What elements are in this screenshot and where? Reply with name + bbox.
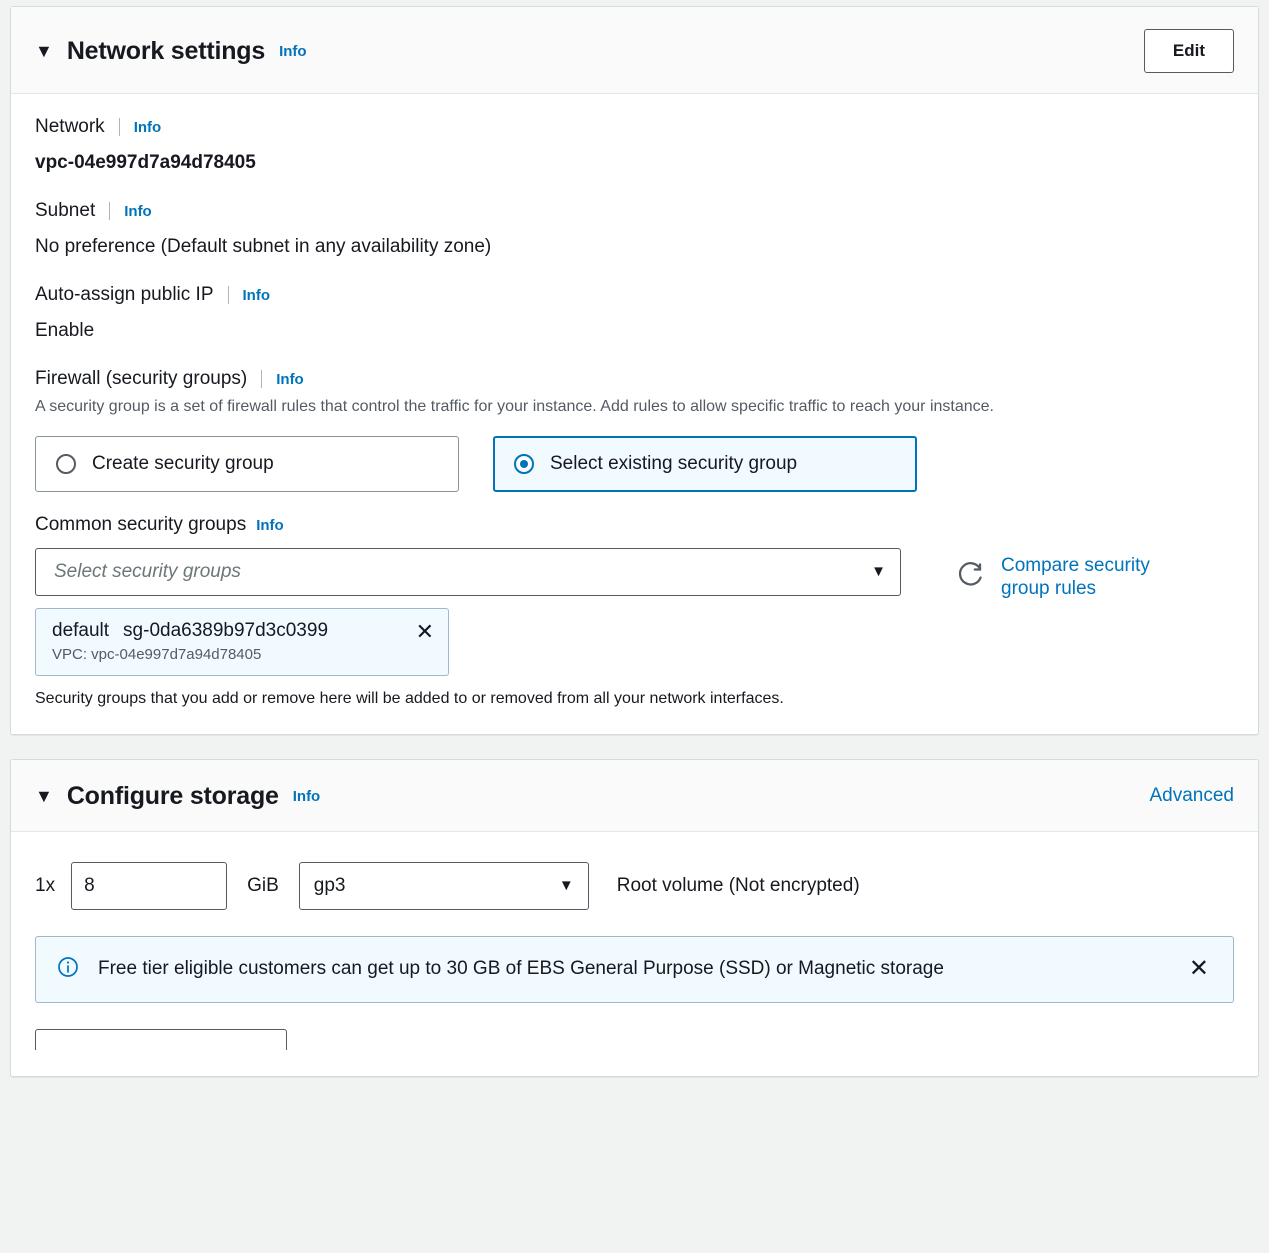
collapse-caret-icon[interactable]: ▼ <box>35 41 53 61</box>
divider <box>119 118 120 136</box>
subnet-label-row <box>35 200 1234 222</box>
security-groups-select-placeholder: Select security groups <box>54 560 241 582</box>
divider <box>228 286 229 304</box>
subnet-value: No preference (Default subnet in any availability zone) <box>35 236 492 257</box>
network-label: Network <box>35 116 105 137</box>
volume-size-input[interactable] <box>71 862 227 910</box>
firewall-info-link[interactable]: Info <box>276 370 304 388</box>
radio-create-security-group-label: Create security group <box>92 452 274 474</box>
auto-assign-ip-value: Enable <box>35 320 95 341</box>
network-settings-header <box>11 7 1258 94</box>
volume-type-select[interactable] <box>299 862 589 910</box>
divider <box>261 370 262 388</box>
free-tier-alert <box>35 936 1234 1003</box>
firewall-description: A security group is a set of firewall rules that control the traffic for your instance. Add rules to allow specific traffic to reach your instance. <box>35 398 994 415</box>
page-title: Network settings <box>66 36 266 65</box>
subnet-label: Subnet <box>35 200 96 221</box>
network-settings-info-link[interactable]: Info <box>279 42 307 60</box>
radio-circle-selected-icon <box>514 454 534 474</box>
auto-assign-ip-label: Auto-assign public IP <box>35 284 214 305</box>
configure-storage-card <box>10 759 1259 1077</box>
common-security-groups-label-row <box>35 514 1234 536</box>
root-volume-row <box>35 854 1234 936</box>
security-group-token-name: default <box>52 619 110 641</box>
volume-type-value: gp3 <box>313 874 346 896</box>
compare-security-group-rules-link[interactable]: Compare security group rules <box>1001 554 1150 600</box>
security-groups-footnote: Security groups that you add or remove here will be added to or removed from all your network interfaces. <box>35 689 784 707</box>
security-group-token-vpc: VPC: vpc-04e997d7a94d78405 <box>52 645 262 663</box>
security-group-token-id: sg-0da6389b97d3c0399 <box>123 619 329 641</box>
auto-assign-ip-info-link[interactable]: Info <box>242 286 270 304</box>
info-circle-icon <box>56 955 80 984</box>
common-security-groups-row <box>35 548 1234 676</box>
configure-storage-header-left <box>35 782 320 811</box>
add-volume-button-partial[interactable] <box>35 1029 287 1050</box>
firewall-radio-group <box>35 436 1234 492</box>
volume-unit-label: GiB <box>247 874 279 896</box>
subnet-info-link[interactable]: Info <box>124 202 152 220</box>
free-tier-alert-text: Free tier eligible customers can get up to 30 GB of EBS General Purpose (SSD) or Magnetic storage <box>98 958 944 980</box>
volume-count-label: 1x <box>35 874 56 896</box>
radio-create-security-group[interactable] <box>35 436 459 492</box>
radio-circle-icon <box>56 454 76 474</box>
refresh-icon[interactable] <box>955 560 985 595</box>
advanced-link[interactable]: Advanced <box>1149 785 1234 807</box>
network-info-link[interactable]: Info <box>133 118 162 136</box>
network-settings-card <box>10 6 1259 735</box>
remove-security-group-icon[interactable]: ✕ <box>415 618 434 644</box>
security-groups-select[interactable] <box>35 548 901 596</box>
close-icon[interactable]: ✕ <box>1188 955 1209 983</box>
network-value: vpc-04e997d7a94d78405 <box>35 152 256 173</box>
common-security-groups-info-link[interactable]: Info <box>256 516 284 534</box>
network-label-row <box>35 116 1234 138</box>
firewall-label-row <box>35 368 1234 390</box>
configure-storage-header <box>11 760 1258 832</box>
network-settings-header-left <box>35 37 307 66</box>
security-group-token <box>35 608 449 676</box>
radio-select-existing-security-group[interactable] <box>493 436 917 492</box>
firewall-label: Firewall (security groups) <box>35 368 248 389</box>
common-security-groups-label: Common security groups <box>35 513 247 535</box>
chevron-down-icon: ▼ <box>871 563 886 581</box>
volume-description: Root volume (Not encrypted) <box>616 874 860 896</box>
security-groups-select-column <box>35 548 901 676</box>
network-settings-body <box>11 94 1258 734</box>
radio-select-existing-security-group-label: Select existing security group <box>550 452 798 474</box>
edit-button[interactable]: Edit <box>1144 29 1234 73</box>
auto-assign-ip-label-row <box>35 284 1234 306</box>
configure-storage-title: Configure storage <box>66 781 279 810</box>
chevron-down-icon: ▼ <box>558 877 574 895</box>
configure-storage-body <box>11 832 1258 1076</box>
configure-storage-info-link[interactable]: Info <box>292 787 321 805</box>
security-group-token-line <box>52 620 434 642</box>
collapse-caret-icon[interactable]: ▼ <box>35 786 53 807</box>
divider <box>109 202 110 220</box>
compare-security-group-rules <box>955 548 1191 602</box>
